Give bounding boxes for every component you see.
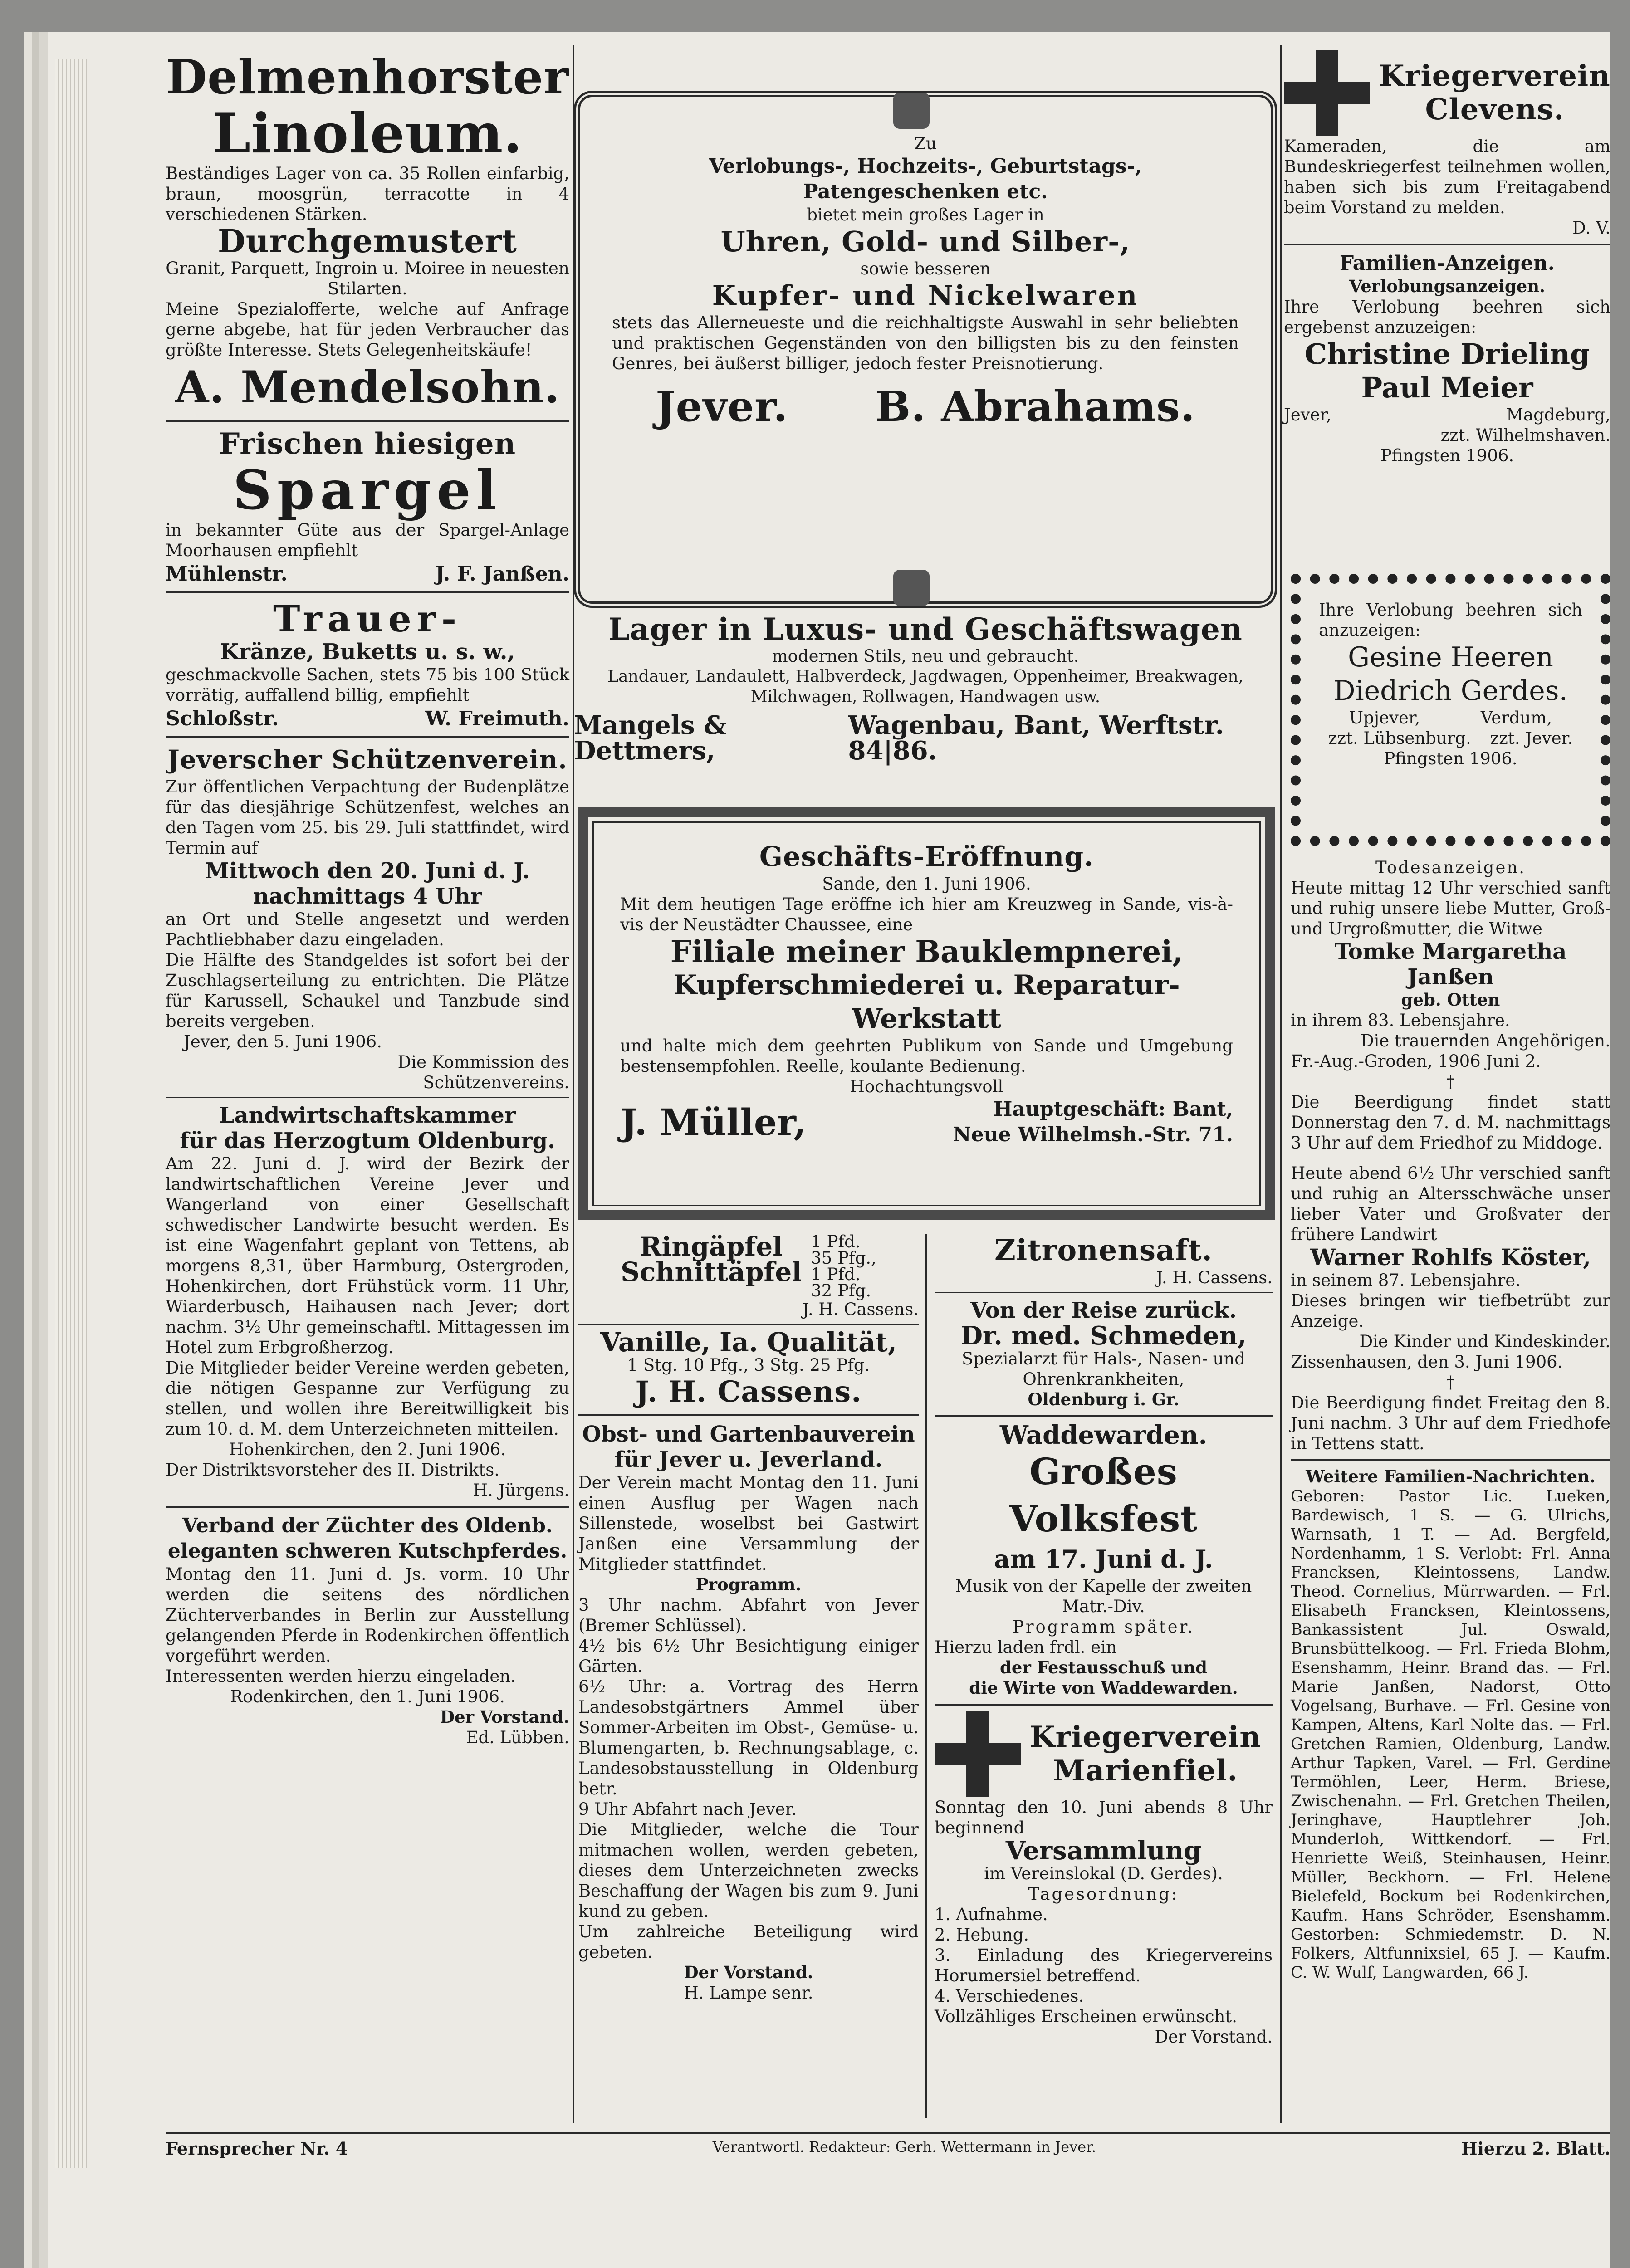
- waddewarden-title: Waddewarden.: [999, 1420, 1208, 1450]
- schmeden-place: Oldenburg i. Gr.: [1028, 1389, 1180, 1409]
- ad-marienfiel: [935, 1711, 1273, 2047]
- obstbau-p2: 4½ bis 6½ Uhr Besichtigung einiger Gärten.: [578, 1636, 919, 1676]
- schuetzen-title: Jeverscher Schützenverein.: [167, 745, 568, 775]
- divider: [578, 1324, 919, 1325]
- heeren-places-2: [1319, 728, 1582, 748]
- ad-trauer: [166, 598, 569, 730]
- schmeden-name: Dr. med. Schmeden,: [960, 1321, 1247, 1351]
- trauer-name: W. Freimuth.: [425, 707, 569, 730]
- schuetzen-bold-1: Mittwoch den 20. Juni d. J.: [205, 858, 530, 884]
- todes-date-2: Zissenhausen, den 3. Juni 1906.: [1291, 1352, 1563, 1372]
- familien-places: [1284, 405, 1610, 425]
- heeren-text: Ihre Verlobung beehren sich anzuzeigen:: [1319, 600, 1582, 640]
- linoleum-title-1: Delmenhorster: [166, 49, 569, 105]
- ad-abrahams-frame: [574, 91, 1277, 608]
- schuetzen-date: Jever, den 5. Juni 1906.: [184, 1032, 382, 1051]
- ringaepfel-prices: [811, 1234, 876, 1299]
- heeren-p3: zzt. Lübsenburg.: [1328, 728, 1471, 748]
- schuetzen-text-1: Zur öffentlichen Verpachtung der Budenplätze für das diesjährige Schützenfest, welches an den Tagen vom 25. bis 29. Juli stattfindet, wird Termin auf: [166, 777, 569, 858]
- vanille-title: Vanille, Ia. Qualität,: [600, 1327, 897, 1358]
- trauer-title: Trauer-: [273, 597, 462, 640]
- ad-todesanzeigen: [1291, 857, 1610, 1454]
- ornament-top: [893, 93, 930, 129]
- mueller-addr-1: Hauptgeschäft: Bant,: [993, 1098, 1233, 1121]
- marienfiel-text-3: Vollzähliges Erscheinen erwünscht.: [935, 2007, 1238, 2026]
- todes-text-4: Dieses bringen wir tiefbetrübt zur Anzeige.: [1291, 1291, 1610, 1331]
- marienfiel-title-1: Kriegerverein: [1030, 1720, 1261, 1754]
- zuechter-sign-2: Ed. Lübben.: [466, 1728, 569, 1747]
- linoleum-text-2: Granit, Parquett, Ingroin u. Moiree in neuesten Stilarten.: [166, 259, 569, 298]
- mueller-signature: [620, 1097, 1233, 1148]
- obstbau-text-3: Um zahlreiche Beteiligung wird gebeten.: [578, 1922, 919, 1962]
- footer-editor: Verantwortl. Redakteur: Gerh. Wettermann in Jever.: [712, 2138, 1096, 2156]
- schuetzen-sign-1: Die Kommission des: [397, 1052, 569, 1072]
- abrahams-name: B. Abrahams.: [875, 382, 1195, 431]
- clevens-header: [1284, 50, 1610, 136]
- weitere-title: Weitere Familien-Nachrichten.: [1306, 1466, 1596, 1486]
- wagen-signature: [574, 710, 1277, 766]
- todes-age-2: in seinem 87. Lebensjahre.: [1291, 1271, 1521, 1290]
- zuechter-text-2: Interessenten werden hierzu eingeladen.: [166, 1667, 516, 1686]
- ad-ringaepfel: [578, 1231, 919, 1300]
- marienfiel-titles: [1030, 1721, 1261, 1788]
- waddewarden-text-1: Musik von der Kapelle der zweiten Matr.-Div.: [955, 1576, 1252, 1616]
- footer-supplement: Hierzu 2. Blatt.: [1461, 2138, 1610, 2159]
- linoleum-name: A. Mendelsohn.: [175, 362, 560, 413]
- familien-date: Pfingsten 1906.: [1380, 446, 1514, 465]
- ad-weitere-familien: [1291, 1466, 1610, 1982]
- obstbau-p1: 3 Uhr nachm. Abfahrt von Jever (Bremer Schlüssel).: [578, 1595, 919, 1635]
- ad-mueller: [620, 840, 1233, 1148]
- abrahams-sub-2: sowie besseren: [860, 259, 991, 279]
- ad-spargel: [166, 427, 569, 586]
- ad-clevens: [1284, 50, 1610, 238]
- ringaepfel-p2: 35 Pfg.,: [811, 1248, 876, 1268]
- divider: [578, 1414, 919, 1416]
- heeren-n2: Diedrich Gerdes.: [1333, 675, 1568, 707]
- waddewarden-sign-1: der Festausschuß und: [999, 1657, 1208, 1677]
- divider: [166, 736, 569, 738]
- ringaepfel-p4: 32 Pfg.: [811, 1281, 871, 1300]
- schuetzen-bold-2: nachmittags 4 Uhr: [253, 884, 482, 909]
- obstbau-p4: 9 Uhr Abfahrt nach Jever.: [578, 1799, 797, 1819]
- abrahams-signature: [612, 383, 1239, 430]
- todes-cross-1: †: [1446, 1072, 1455, 1091]
- ornament-bottom: [893, 570, 930, 606]
- todes-date-1: Fr.-Aug.-Groden, 1906 Juni 2.: [1291, 1051, 1541, 1071]
- vanille-text: 1 Stg. 10 Pfg., 3 Stg. 25 Pfg.: [627, 1355, 870, 1375]
- todes-text-1: Heute mittag 12 Uhr verschied sanft und ruhig unsere liebe Mutter, Groß- und Urgroßmutter, die Witwe: [1291, 878, 1610, 938]
- schmeden-title: Von der Reise zurück.: [970, 1298, 1237, 1323]
- ringaepfel-l1: Ringäpfel: [640, 1231, 783, 1262]
- zuechter-text-1: Montag den 11. Juni d. Js. vorm. 10 Uhr werden die seitens des nördlichen Züchterverbandes in Berlin zur Ausstellung gelangenden Pferde in Rodenkirchen öffentlich vorgeführt werden.: [166, 1564, 569, 1666]
- mueller-greet: Hochachtungsvoll: [850, 1077, 1003, 1096]
- marienfiel-title-2: Marienfiel.: [1053, 1754, 1238, 1788]
- todes-text-3: Heute abend 6½ Uhr verschied sanft und ruhig an Altersschwäche unser lieber Vater und Großvater der frühere Landwirt: [1291, 1163, 1610, 1244]
- abrahams-sub-1: bietet mein großes Lager in: [807, 205, 1044, 225]
- waddewarden-sign-2: die Wirte von Waddewarden.: [969, 1678, 1238, 1698]
- divider: [166, 591, 569, 593]
- wagen-text: Landauer, Landaulett, Halbverdeck, Jagdwagen, Oppenheimer, Breakwagen, Milchwagen, Rollwagen, Handwagen usw.: [607, 667, 1243, 706]
- linoleum-text: Beständiges Lager von ca. 35 Rollen einfarbig, braun, moosgrün, terracotte in 4 verschiedenen Stärken.: [166, 164, 569, 224]
- ringaepfel-name: J. H. Cassens.: [802, 1300, 919, 1319]
- todes-text-2: Die Beerdigung findet statt Donnerstag den 7. d. M. nachmittags 3 Uhr auf dem Friedhof zu Middoge.: [1291, 1092, 1610, 1153]
- clevens-text: Kameraden, die am Bundeskriegerfest teilnehmen wollen, haben sich bis zum Freitagabend beim Vorstand zu melden.: [1284, 137, 1610, 217]
- ad-obstbau: [578, 1422, 919, 2003]
- clevens-title-2: Clevens.: [1425, 93, 1565, 127]
- vanille-name: J. H. Cassens.: [635, 1375, 862, 1409]
- todes-born-1: geb. Otten: [1401, 990, 1500, 1010]
- clevens-title-1: Kriegerverein: [1379, 59, 1610, 93]
- ad-landwirtschaftskammer: [166, 1103, 569, 1501]
- ad-vanille: [578, 1327, 919, 1409]
- ad-abrahams: [612, 133, 1239, 430]
- ad-heeren: [1319, 600, 1582, 769]
- trauer-sub: Kränze, Buketts u. s. w.,: [220, 639, 515, 665]
- marienfiel-header: [935, 1711, 1273, 1797]
- trauer-signature: [166, 707, 569, 730]
- ad-waddewarden: [935, 1422, 1273, 1698]
- wagen-addr: Wagenbau, Bant, Werftstr. 84|86.: [848, 710, 1224, 766]
- schmeden-text: Spezialarzt für Hals-, Nasen- und Ohrenkrankheiten,: [962, 1349, 1245, 1389]
- spargel-name: J. F. Janßen.: [435, 562, 569, 586]
- heeren-p4: zzt. Jever.: [1490, 728, 1573, 748]
- familien-p1: Jever,: [1284, 405, 1331, 425]
- familien-p2: Magdeburg,: [1506, 405, 1610, 425]
- abrahams-big-1: Uhren, Gold- und Silber-,: [720, 225, 1131, 258]
- landwirtschaft-text-1: Am 22. Juni d. J. wird der Bezirk der landwirtschaftlichen Vereine Jever und Wangerland von einer Gesellschaft schwedischer Landwirte besucht werden. Es ist eine Wagenfahrt geplant von Tettens, ab morgens 8,31, über Harmburg, Ostergroden, Hohenkirchen, dort Frühstück vorm. 11 Uhr, Wiarderbusch, Haihausen nach Jever; dort nachm. 3½ Uhr gemeinschaftl. Mittagessen im Hotel zum Erbgroßherzog.: [166, 1154, 569, 1357]
- zuechter-title-1: Verband der Züchter des Oldenb.: [182, 1514, 553, 1537]
- spargel-text: in bekannter Güte aus der Spargel-Anlage Moorhausen empfiehlt: [166, 520, 569, 560]
- marienfiel-order: Tagesordnung:: [1028, 1884, 1179, 1904]
- column-mid-left: [578, 1231, 919, 2268]
- page-footer: [166, 2132, 1610, 2159]
- wagen-name: Mangels & Dettmers,: [574, 710, 727, 766]
- divider: [935, 1292, 1273, 1293]
- ringaepfel-names: [621, 1231, 802, 1299]
- column-rule-mid: [925, 1234, 927, 2118]
- waddewarden-prog: Programm später.: [1012, 1617, 1195, 1637]
- landwirtschaft-title-1: Landwirtschaftskammer: [219, 1103, 516, 1128]
- heeren-p2: Verdum,: [1480, 708, 1552, 728]
- landwirtschaft-sign-1: Der Distriktsvorsteher des II. Distrikts.: [166, 1460, 499, 1480]
- binding-edge: [55, 59, 87, 2168]
- zitronen-name: J. H. Cassens.: [1156, 1268, 1273, 1287]
- obstbau-sign-1: Der Vorstand.: [684, 1962, 813, 1982]
- ad-familien: [1284, 251, 1610, 466]
- waddewarden-big: Großes Volksfest: [1009, 1450, 1198, 1540]
- ringaepfel-p3: 1 Pfd.: [811, 1265, 861, 1284]
- familien-title: Familien-Anzeigen.: [1339, 252, 1555, 275]
- spargel-line-2: Spargel: [233, 459, 502, 522]
- waddewarden-text-2: Hierzu laden frdl. ein: [935, 1637, 1117, 1657]
- mueller-address: [953, 1097, 1233, 1148]
- ad-heeren-frame: [1291, 574, 1610, 846]
- divider: [166, 420, 569, 422]
- familien-n1: Christine Drieling: [1304, 337, 1590, 371]
- todes-text-5: Die Beerdigung findet Freitag den 8. Juni nachm. 3 Uhr auf dem Friedhofe in Tettens statt.: [1291, 1393, 1610, 1453]
- linoleum-title-2: Linoleum.: [212, 102, 523, 166]
- zuechter-date: Rodenkirchen, den 1. Juni 1906.: [230, 1687, 505, 1706]
- familien-sub: Verlobungsanzeigen.: [1349, 276, 1546, 296]
- obstbau-prog: Programm.: [695, 1574, 802, 1594]
- ad-linoleum: [166, 50, 569, 415]
- marienfiel-text-2: im Vereinslokal (D. Gerdes).: [984, 1864, 1223, 1883]
- schuetzen-text-3: Die Hälfte des Standgeldes ist sofort bei der Zuschlagserteilung zu entrichten. Die Plätze für Karussell, Schaukel und Tanzbude sind bereits vergeben.: [166, 950, 569, 1031]
- divider: [1291, 1459, 1610, 1461]
- iron-cross-icon: [1284, 50, 1370, 136]
- landwirtschaft-title-2: für das Herzogtum Oldenburg.: [180, 1128, 555, 1154]
- abrahams-text: stets das Allerneueste und die reichhaltigste Auswahl in sehr beliebten und praktischen Gegenständen von den billigsten bis zu den feinsten Genres, bei äußerst billiger, jedoch fester Preisnotierung.: [612, 313, 1239, 373]
- obstbau-text-2: Die Mitglieder, welche die Tour mitmachen wollen, werden gebeten, dieses dem Unterzeichneten zwecks Beschaffung der Wagen bis zum 9. Juni kund zu geben.: [578, 1820, 919, 1921]
- trauer-addr: Schloßstr.: [166, 707, 279, 730]
- ringaepfel-p1: 1 Pfd.: [811, 1232, 861, 1251]
- familien-text: Ihre Verlobung beehren sich ergebenst anzuzeigen:: [1284, 297, 1610, 337]
- ad-mueller-frame: [578, 807, 1275, 1220]
- clevens-titles: [1379, 59, 1610, 127]
- schuetzen-sign-2: Schützenvereins.: [423, 1073, 569, 1092]
- ad-schuetzenverein: [166, 743, 569, 1093]
- heeren-p1: Upjever,: [1349, 708, 1420, 728]
- mueller-text-1: Mit dem heutigen Tage eröffne ich hier am Kreuzweg in Sande, vis-à-vis der Neustädter Chaussee, eine: [620, 894, 1233, 934]
- ringaepfel-l2: Schnittäpfel: [621, 1256, 802, 1287]
- spargel-line-1: Frischen hiesigen: [219, 427, 516, 461]
- todes-name-1: Tomke Margaretha Janßen: [1334, 939, 1567, 990]
- obstbau-text-1: Der Verein macht Montag den 11. Juni einen Ausflug per Wagen nach Sillenstede, woselbst bei Gastwirt Janßen eine Versammlung der Mitglieder stattfindet.: [578, 1473, 919, 1574]
- todes-title: Todesanzeigen.: [1375, 858, 1526, 877]
- ad-zitronensaft: [935, 1234, 1273, 1288]
- abrahams-title: Verlobungs-, Hochzeits-, Geburtstags-, Patengeschenken etc.: [709, 155, 1142, 203]
- trauer-text: geschmackvolle Sachen, stets 75 bis 100 Stück vorrätig, auffallend billig, empfiehlt: [166, 665, 569, 705]
- clevens-sign: D. V.: [1572, 218, 1610, 238]
- landwirtschaft-text-2: Die Mitglieder beider Vereine werden gebeten, die nötigen Gespanne zur Verfügung zu stellen, und wollen ihre Bereitwilligkeit bis zum 10. d. M. dem Unterzeichneten mitteilen.: [166, 1358, 569, 1439]
- spargel-addr: Mühlenstr.: [166, 562, 288, 586]
- mueller-addr-2: Neue Wilhelmsh.-Str. 71.: [953, 1123, 1233, 1146]
- divider: [166, 1506, 569, 1508]
- todes-cross-2: †: [1446, 1373, 1455, 1392]
- zitronen-title: Zitronensaft.: [994, 1233, 1213, 1267]
- divider: [935, 1704, 1273, 1706]
- familien-n2: Paul Meier: [1361, 371, 1533, 404]
- todes-age-1: in ihrem 83. Lebensjahre.: [1291, 1011, 1510, 1030]
- todes-mourn-2: Die Kinder und Kindeskinder.: [1359, 1332, 1610, 1351]
- abrahams-place: Jever.: [656, 382, 788, 431]
- mueller-big-1: Filiale meiner Bauklempnerei,: [670, 934, 1183, 969]
- heeren-date: Pfingsten 1906.: [1384, 749, 1517, 768]
- column-mid-right: [935, 1234, 1273, 2268]
- column-right-lower: [1291, 857, 1610, 2268]
- wagen-title: Lager in Luxus- und Geschäftswagen: [608, 611, 1243, 647]
- linoleum-sub: Durchgemustert: [218, 222, 517, 260]
- column-rule-2: [1280, 45, 1282, 2123]
- obstbau-p3: 6½ Uhr: a. Vortrag des Herrn Landesobstgärtners Ammel über Sommer-Arbeiten im Obst-, Gemüse- u. Blumengarten, b. Rechnungsablage, c. Landesobstausstellung in Oldenburg betr.: [578, 1677, 919, 1799]
- divider: [1284, 244, 1610, 245]
- familien-p3: zzt. Wilhelmshaven.: [1440, 425, 1610, 445]
- marienfiel-sign: Der Vorstand.: [1155, 2027, 1273, 2047]
- marienfiel-big: Versammlung: [1005, 1836, 1202, 1866]
- obstbau-title-1: Obst- und Gartenbauverein: [582, 1422, 915, 1447]
- obstbau-title-2: für Jever u. Jeverland.: [614, 1447, 883, 1472]
- heeren-places-1: [1319, 708, 1582, 728]
- obstbau-sign-2: H. Lampe senr.: [684, 1983, 813, 2003]
- wagen-sub: modernen Stils, neu und gebraucht.: [772, 646, 1079, 666]
- ad-zuechterverband: [166, 1513, 569, 1748]
- mueller-title: Geschäfts-Eröffnung.: [759, 841, 1094, 873]
- abrahams-zu: Zu: [914, 134, 937, 153]
- mueller-text-2: und halte mich dem geehrten Publikum von Sande und Umgebung bestensempfohlen. Reelle, koulante Bedienung.: [620, 1036, 1233, 1076]
- footer-phone: Fernsprecher Nr. 4: [166, 2138, 348, 2159]
- mueller-date: Sande, den 1. Juni 1906.: [822, 874, 1031, 894]
- landwirtschaft-sign-2: H. Jürgens.: [473, 1481, 569, 1500]
- mueller-big-2: Kupferschmiederei u. Reparatur-Werkstatt: [673, 969, 1180, 1035]
- todes-name-2: Warner Rohlfs Köster,: [1310, 1244, 1591, 1271]
- marienfiel-o1: 1. Aufnahme.: [935, 1905, 1048, 1924]
- mueller-name: J. Müller,: [620, 1101, 806, 1144]
- marienfiel-o4: 4. Verschiedenes.: [935, 1986, 1084, 2006]
- column-left: [166, 50, 569, 2118]
- waddewarden-date: am 17. Juni d. J.: [994, 1545, 1213, 1574]
- marienfiel-o2: 2. Hebung.: [935, 1925, 1029, 1945]
- abrahams-big-2: Kupfer- und Nickelwaren: [712, 280, 1139, 312]
- divider: [166, 1097, 569, 1098]
- landwirtschaft-date: Hohenkirchen, den 2. Juni 1906.: [229, 1440, 506, 1459]
- spargel-signature: [166, 562, 569, 586]
- schuetzen-text-2: an Ort und Stelle angesetzt und werden Pachtliebhaber dazu eingeladen.: [166, 909, 569, 949]
- todes-mourn-1: Die trauernden Angehörigen.: [1360, 1031, 1610, 1051]
- zuechter-sign-1: Der Vorstand.: [440, 1707, 569, 1727]
- divider: [935, 1415, 1273, 1417]
- ad-schmeden: [935, 1298, 1273, 1410]
- zuechter-title-2: eleganten schweren Kutschpferdes.: [167, 1540, 568, 1563]
- heeren-n1: Gesine Heeren: [1348, 641, 1553, 673]
- weitere-text: Geboren: Pastor Lic. Lueken, Bardewisch, 1 S. — G. Ulrichs, Warnsath, 1 T. — Ad. Bergfeld, Nordenhamm, 1 S. Verlobt: Frl. Anna Francksen, Kleintossens, Landw. Theod. Cornelius, Mürrwarden. — Frl. Elisabeth Francksen, Kleintossens, Bankassistent Jul. Oswald, Brunsbüttelkoog. — Frl. Frieda Blohm, Esenshamm, Heinr. Brand das. — Frl. Marie Janßen, Nadorst, Otto Vogelsang, Burhave. — Frl. Gesine von Kampen, Altens, Karl Nolte das. — Frl. Gretchen Ramien, Oldenburg, Landw. Arthur Tapken, Varel. — Frl. Gerdine Termöhlen, Leer, Herm. Briese, Zwischenahn. — Frl. Gretchen Theilen, Jeringhave, Hauptlehrer Joh. Munderloh, Wittkendorf. — Frl. Henriette Weiß, Steinhausen, Heinr. Müller, Beckhorn. — Frl. Helene Bielefeld, Bockum bei Rodenkirchen, Kaufm. Hans Schröder, Esenshamm. Gestorben: Schmiedemstr. D. N. Folkers, Altfunnixsiel, 65 J. — Kaufm. C. W. Wulf, Langwarden, 66 J.: [1291, 1487, 1610, 1982]
- marienfiel-text-1: Sonntag den 10. Juni abends 8 Uhr beginnend: [935, 1798, 1273, 1838]
- marienfiel-o3: 3. Einladung des Kriegervereins Horumersiel betreffend.: [935, 1945, 1273, 1985]
- iron-cross-icon: [935, 1711, 1021, 1797]
- linoleum-text-3: Meine Spezialofferte, welche auf Anfrage gerne abgebe, hat für jeden Verbraucher das größte Interesse. Stets Gelegenheitskäufe!: [166, 299, 569, 360]
